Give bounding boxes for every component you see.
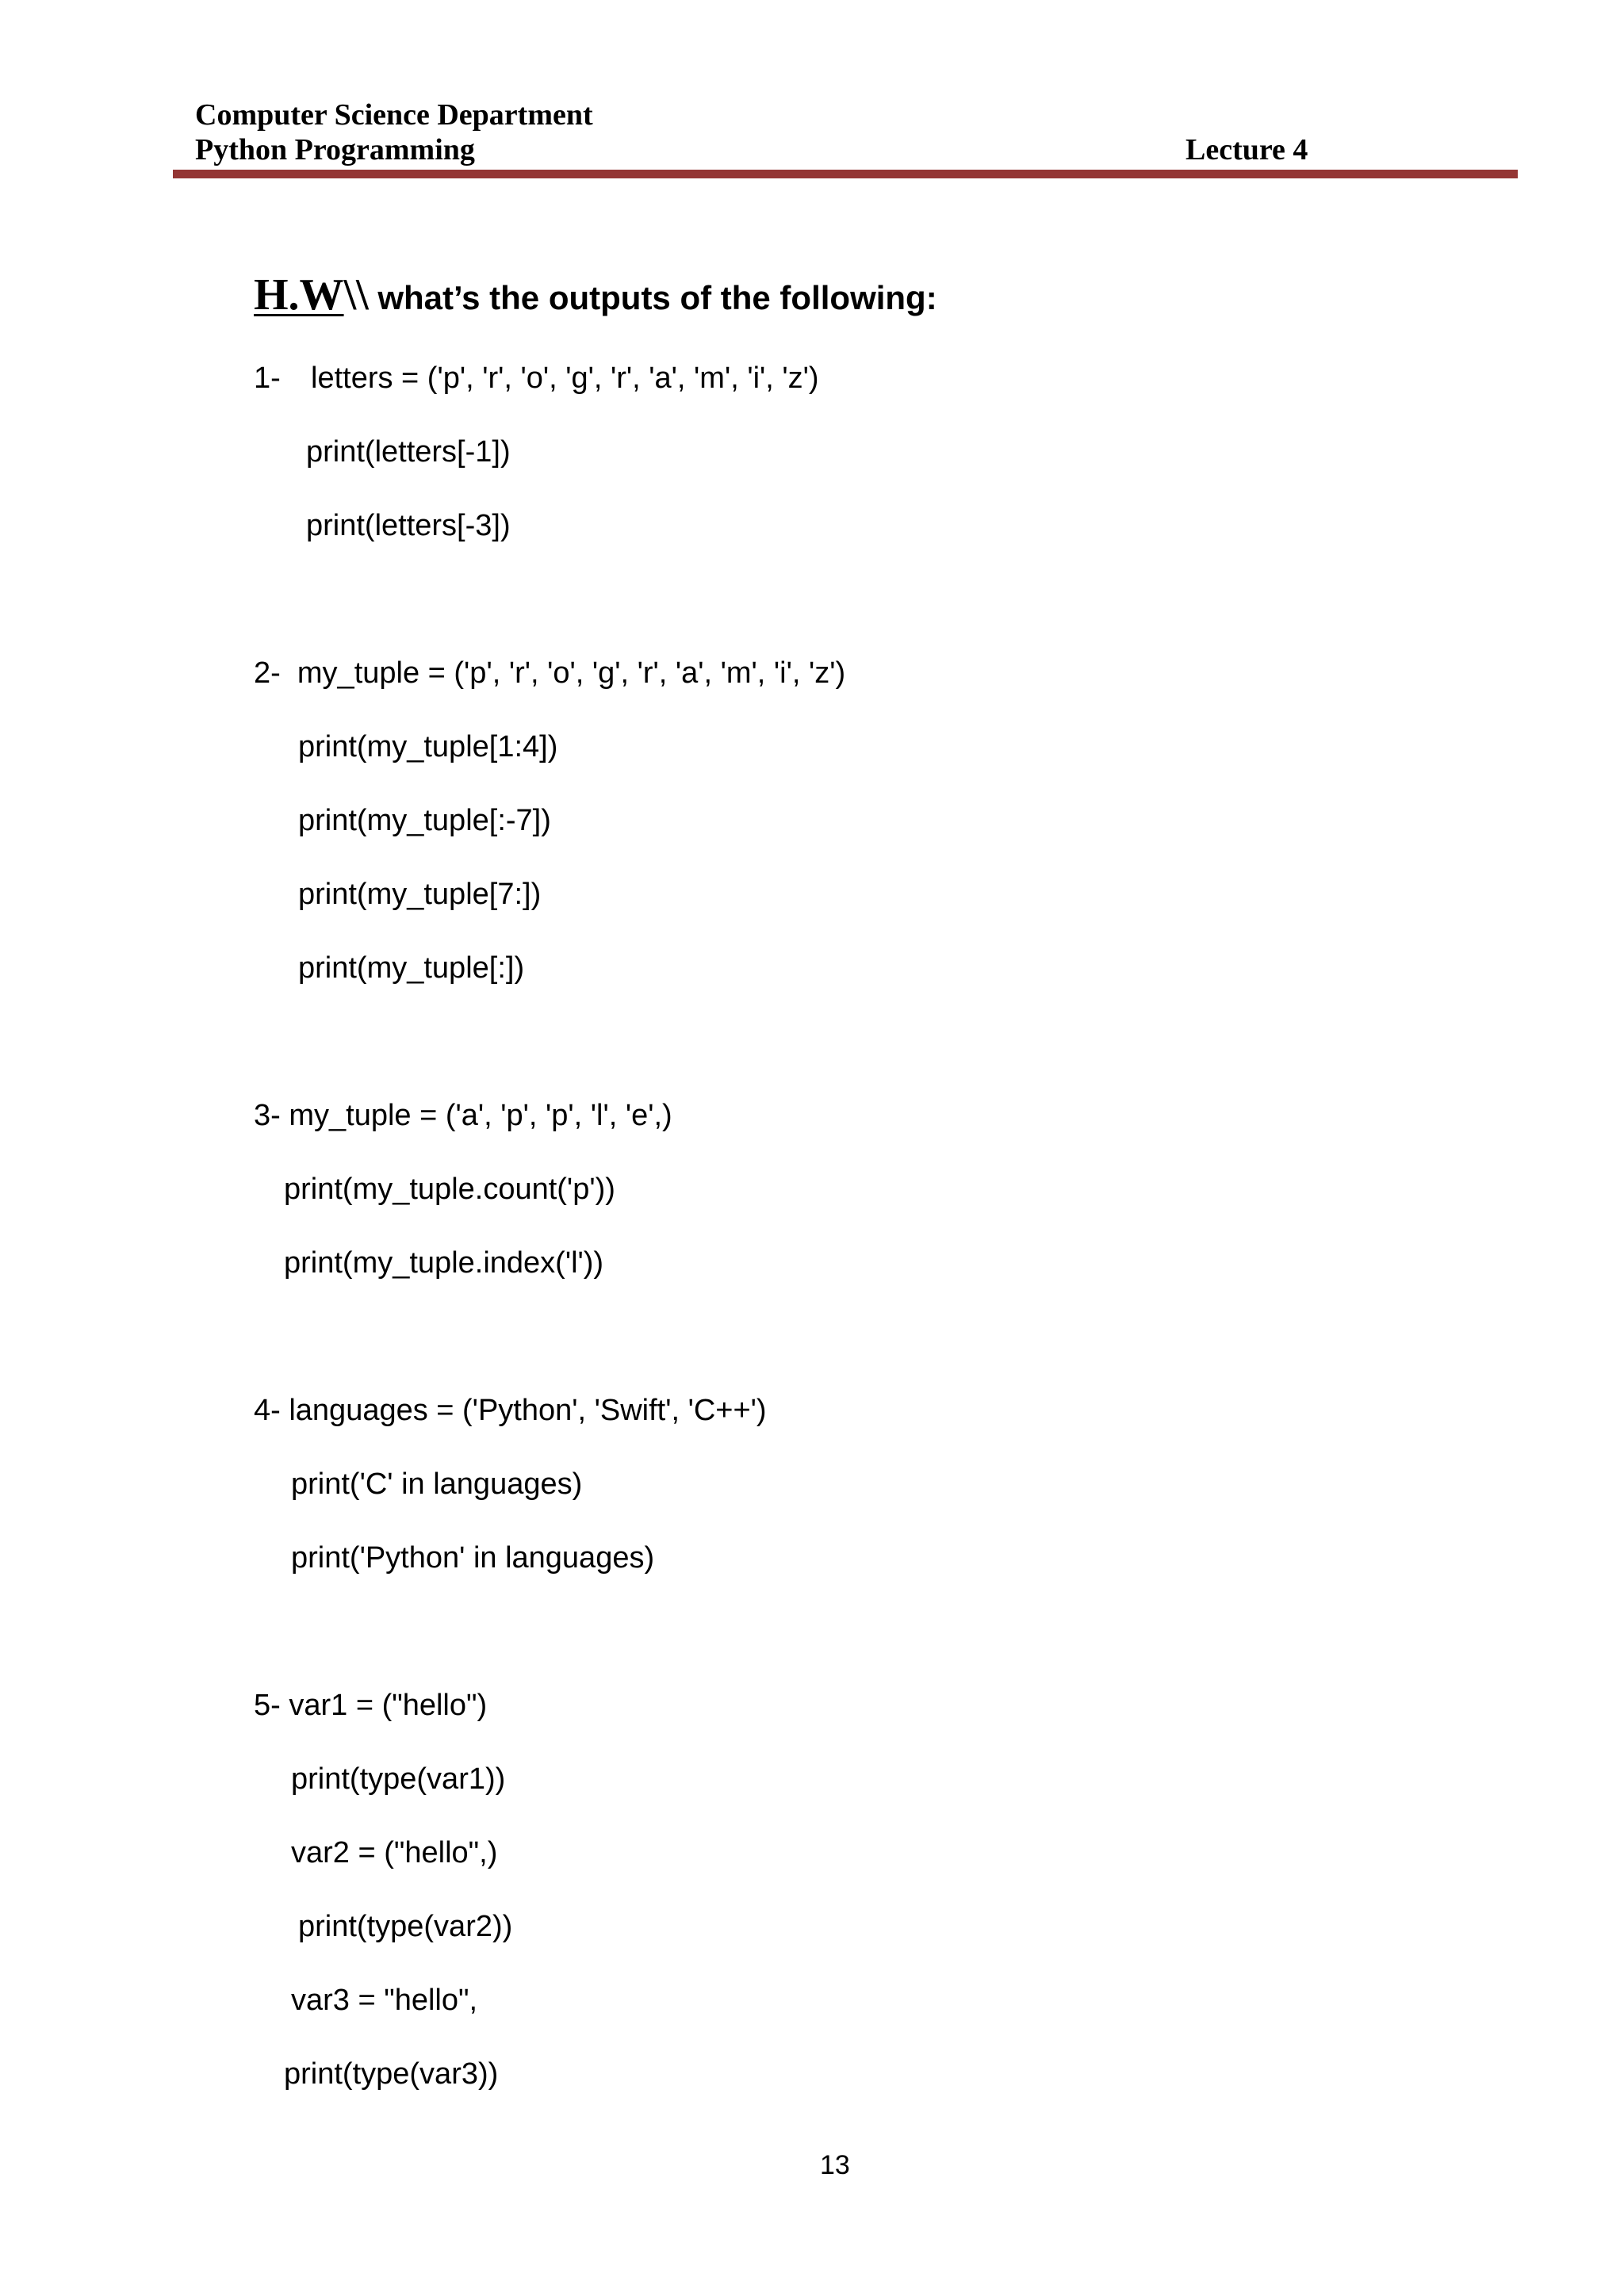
question-2-line-3: print(my_tuple[7:]) bbox=[298, 878, 542, 911]
header-divider bbox=[173, 170, 1518, 178]
question-5-line-1: print(type(var1)) bbox=[291, 1762, 506, 1796]
question-2-line-2: print(my_tuple[:-7]) bbox=[298, 804, 551, 837]
question-2-line-4: print(my_tuple[:]) bbox=[298, 951, 525, 985]
homework-separator: \\ bbox=[343, 270, 369, 320]
question-2-header: 2- my_tuple = ('p', 'r', 'o', 'g', 'r', 'a', 'm', 'i', 'z') bbox=[254, 656, 846, 690]
question-3-line-1: print(my_tuple.count('p')) bbox=[284, 1173, 615, 1206]
question-4-line-2: print('Python' in languages) bbox=[291, 1541, 655, 1575]
question-5-line-3: print(type(var2)) bbox=[298, 1910, 513, 1943]
homework-heading bbox=[254, 270, 937, 320]
header-lecture-label: Lecture 4 bbox=[1185, 133, 1308, 166]
homework-prompt: what’s the outputs of the following: bbox=[368, 279, 937, 316]
question-1-line-1: print(letters[-1]) bbox=[306, 435, 511, 469]
question-1-code: letters = ('p', 'r', 'o', 'g', 'r', 'a', 'm', 'i', 'z') bbox=[311, 362, 819, 395]
question-5-header: 5- var1 = ("hello") bbox=[254, 1689, 488, 1722]
page-number: 13 bbox=[820, 2150, 850, 2180]
question-2-line-1: print(my_tuple[1:4]) bbox=[298, 730, 558, 763]
question-1-number: 1- bbox=[254, 362, 281, 395]
question-4-line-1: print('C' in languages) bbox=[291, 1468, 583, 1501]
header-course-title: Python Programming bbox=[195, 133, 475, 166]
header-department: Computer Science Department bbox=[195, 98, 593, 132]
question-4-header: 4- languages = ('Python', 'Swift', 'C++') bbox=[254, 1394, 767, 1427]
question-3-line-2: print(my_tuple.index('l')) bbox=[284, 1246, 604, 1280]
question-3-header: 3- my_tuple = ('a', 'p', 'p', 'l', 'e',) bbox=[254, 1099, 672, 1132]
homework-tag: H.W bbox=[254, 270, 344, 320]
question-5-line-4: var3 = "hello", bbox=[291, 1984, 478, 2017]
question-1-line-2: print(letters[-3]) bbox=[306, 509, 511, 542]
question-5-line-2: var2 = ("hello",) bbox=[291, 1836, 498, 1869]
question-5-line-5: print(type(var3)) bbox=[284, 2057, 499, 2091]
